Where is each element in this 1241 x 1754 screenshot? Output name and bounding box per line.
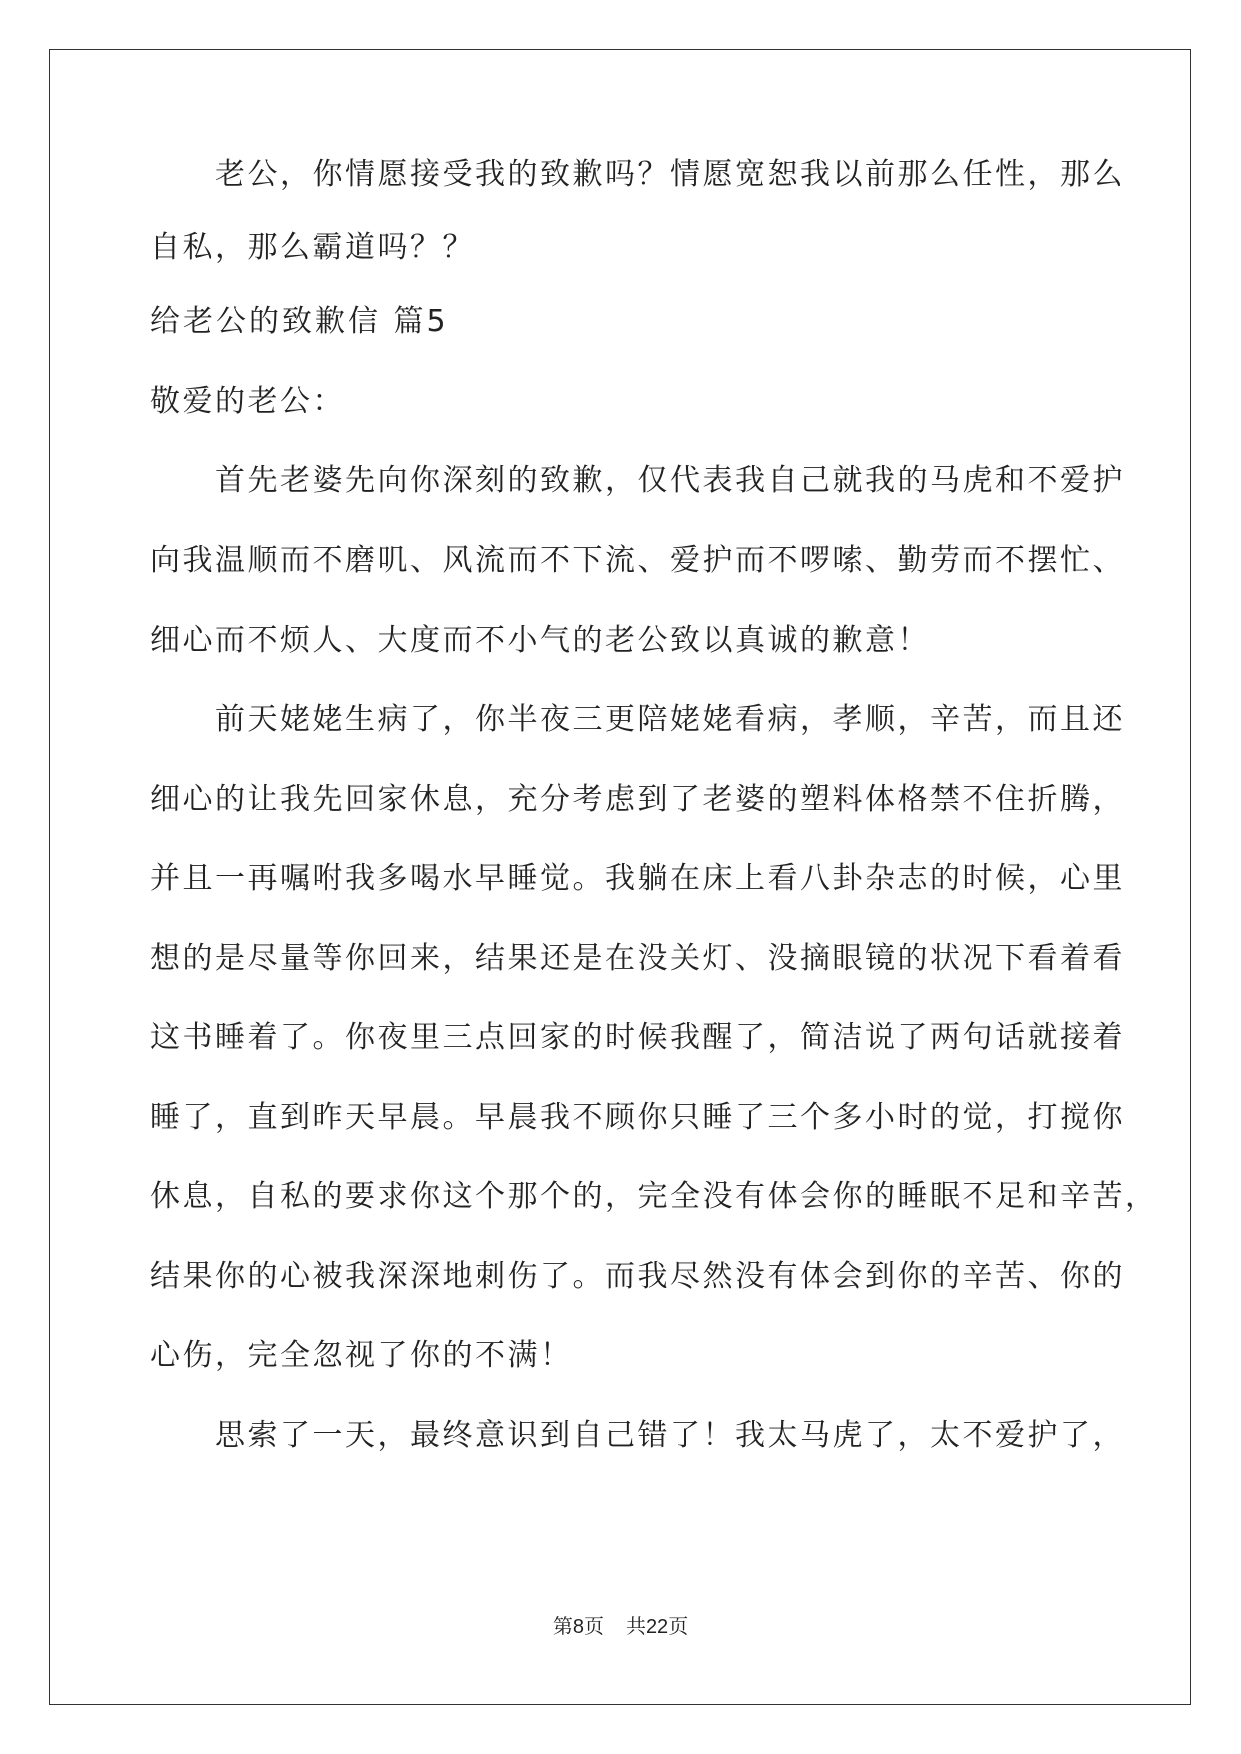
paragraph-line: 自私，那么霸道吗？？	[150, 230, 475, 265]
paragraph-line: 这书睡着了。你夜里三点回家的时候我醒了，简洁说了两句话就接着	[150, 1020, 1125, 1055]
paragraph-line: 心伤，完全忽视了你的不满！	[150, 1338, 573, 1373]
paragraph-line: 老公，你情愿接受我的致歉吗？情愿宽恕我以前那么任性，那么	[215, 157, 1125, 192]
footer-page-suffix: 页	[583, 1614, 604, 1638]
footer-total-suffix: 页	[668, 1614, 689, 1638]
paragraph-line: 思索了一天，最终意识到自己错了！我太马虎了，太不爱护了，	[215, 1418, 1125, 1453]
paragraph-line: 并且一再嘱咐我多喝水早睡觉。我躺在床上看八卦杂志的时候，心里	[150, 861, 1125, 896]
footer-page-prefix: 第	[552, 1614, 573, 1638]
section-heading: 给老公的致歉信 篇5	[150, 304, 449, 339]
footer-total-prefix: 共	[625, 1614, 646, 1638]
paragraph-line: 细心而不烦人、大度而不小气的老公致以真诚的歉意！	[150, 623, 930, 658]
paragraph-line: 想的是尽量等你回来，结果还是在没关灯、没摘眼镜的状况下看着看	[150, 941, 1125, 976]
salutation: 敬爱的老公：	[150, 384, 345, 419]
paragraph-line: 结果你的心被我深深地刺伤了。而我尽然没有体会到你的辛苦、你的	[150, 1259, 1125, 1294]
paragraph-line: 前天姥姥生病了，你半夜三更陪姥姥看病，孝顺，辛苦，而且还	[215, 702, 1125, 737]
paragraph-line: 睡了，直到昨天早晨。早晨我不顾你只睡了三个多小时的觉，打搅你	[150, 1100, 1125, 1135]
footer-page-number: 8	[572, 1616, 584, 1638]
paragraph-line: 休息，自私的要求你这个那个的，完全没有体会你的睡眠不足和辛苦，	[150, 1179, 1158, 1214]
paragraph-line: 向我温顺而不磨叽、风流而不下流、爱护而不啰嗦、勤劳而不摆忙、	[150, 543, 1125, 578]
paragraph-line: 细心的让我先回家休息，充分考虑到了老婆的塑料体格禁不住折腾，	[150, 782, 1125, 817]
page-footer	[0, 1614, 1241, 1639]
paragraph-line: 首先老婆先向你深刻的致歉，仅代表我自己就我的马虎和不爱护	[215, 463, 1125, 498]
footer-total-pages: 22	[645, 1616, 669, 1638]
